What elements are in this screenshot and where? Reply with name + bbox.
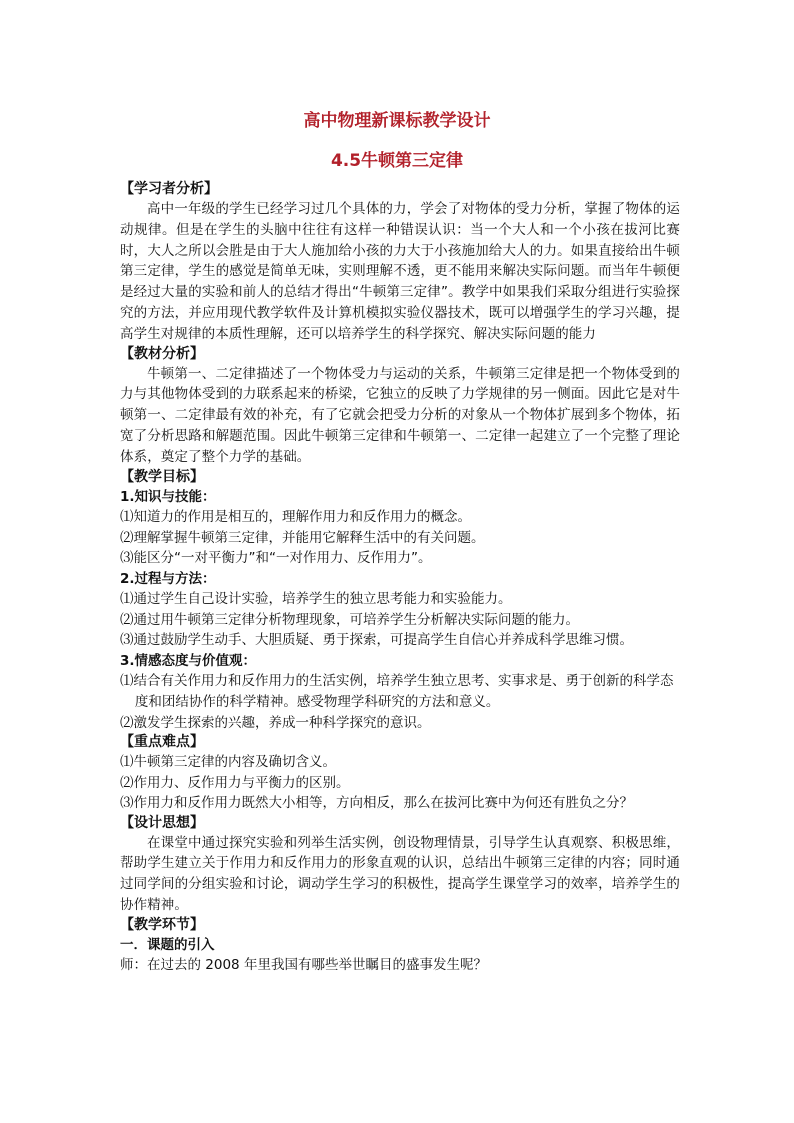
paragraph-textbook: 牛顿第一、二定律描述了一个物体受力与运动的关系，牛顿第三定律是把一个物体受到的力与其他物体受到的力联系起来的桥梁，它独立的反映了力学规律的另一侧面。因此它是对牛顿第一、二定律最有效的补充，有了它就会把受力分析的对象从一个物体扩展到多个物体，拓宽了分析思路和解题范围。因此牛顿第三定律和牛顿第一、二定律一起建立了一个完整了理论体系，奠定了整个力学的基础。 <box>120 365 680 465</box>
list-item: ⑴通过学生自己设计实验，培养学生的独立思考能力和实验能力。 <box>120 591 512 608</box>
step-subheading-intro: 一．课题的引入 <box>120 936 215 953</box>
paragraph-design: 在课堂中通过探究实验和列举生活实例，创设物理情景，引导学生认真观察、积极思维，帮助学生建立关于作用力和反作用力的形象直观的认识，总结出牛顿第三定律的内容；同时通过同学间的分组实验和讨论，调动学生学习的积极性，提高学生课堂学习的效率，培养学生的协作精神。 <box>120 834 680 914</box>
list-item: ⑵激发学生探索的兴趣，养成一种科学探究的意识。 <box>120 714 431 731</box>
section-heading-goals: 【教学目标】 <box>120 468 204 485</box>
list-item: ⑶通过鼓励学生动手、大胆质疑、勇于探索，可提高学生自信心并养成科学思维习惯。 <box>120 632 633 649</box>
lesson-title: 4.5牛顿第三定律 <box>330 151 464 171</box>
list-item: ⑵通过用牛顿第三定律分析物理现象，可培养学生分析解决实际问题的能力。 <box>120 611 579 628</box>
section-heading-design: 【设计思想】 <box>120 814 204 831</box>
paragraph-learner: 高中一年级的学生已经学习过几个具体的力，学会了对物体的受力分析，掌握了物体的运动规律。但是在学生的头脑中往往有这样一种错误认识：当一个大人和一个小孩在拔河比赛时，大人之所以会胜是由于大人施加给小孩的力大于小孩施加给大人的力。如果直接给出牛顿第三定律，学生的感觉是简单无味，实则理解不透，更不能用来解决实际问题。而当年牛顿便是经过大量的实验和前人的总结才得出“牛顿第三定律”。教学中如果我们采取分组进行实验探究的方法，并应用现代教学软件及计算机模拟实验仪器技术，既可以增强学生的学习兴趣，提高学生对规律的本质性理解，还可以培养学生的科学探究、解决实际问题的能力 <box>120 201 680 342</box>
list-item: ⑶能区分“一对平衡力”和“一对作用力、反作用力”。 <box>120 550 432 567</box>
list-item: ⑴结合有关作用力和反作用力的生活实例，培养学生独立思考、实事求是、勇于创新的科学态度和团结协作的科学精神。感受物理学科研究的方法和意义。 <box>120 673 674 710</box>
section-heading-textbook: 【教材分析】 <box>120 345 204 362</box>
goal-subheading-knowledge: 1.知识与技能： <box>120 488 216 505</box>
section-heading-keypoints: 【重点难点】 <box>120 734 204 751</box>
section-heading-learner: 【学习者分析】 <box>120 181 218 197</box>
section-heading-steps: 【教学环节】 <box>120 916 204 933</box>
dialogue-line: 师：在过去的 2008 年里我国有哪些举世瞩目的盛事发生呢？ <box>120 957 487 974</box>
document-body <box>120 180 680 976</box>
list-item: ⑴牛顿第三定律的内容及确切含义。 <box>120 754 336 771</box>
list-item: ⑶作用力和反作用力既然大小相等，方向相反，那么在拔河比赛中为何还有胜负之分？ <box>120 795 633 812</box>
list-item: ⑵作用力、反作用力与平衡力的区别。 <box>120 774 350 791</box>
document-title: 高中物理新课标教学设计 <box>303 111 491 131</box>
goal-subheading-process: 2.过程与方法： <box>120 570 216 587</box>
list-item: ⑵理解掌握牛顿第三定律，并能用它解释生活中的有关问题。 <box>120 529 485 546</box>
list-item: ⑴知道力的作用是相互的，理解作用力和反作用力的概念。 <box>120 509 471 526</box>
goal-subheading-attitude: 3.情感态度与价值观： <box>120 652 257 669</box>
